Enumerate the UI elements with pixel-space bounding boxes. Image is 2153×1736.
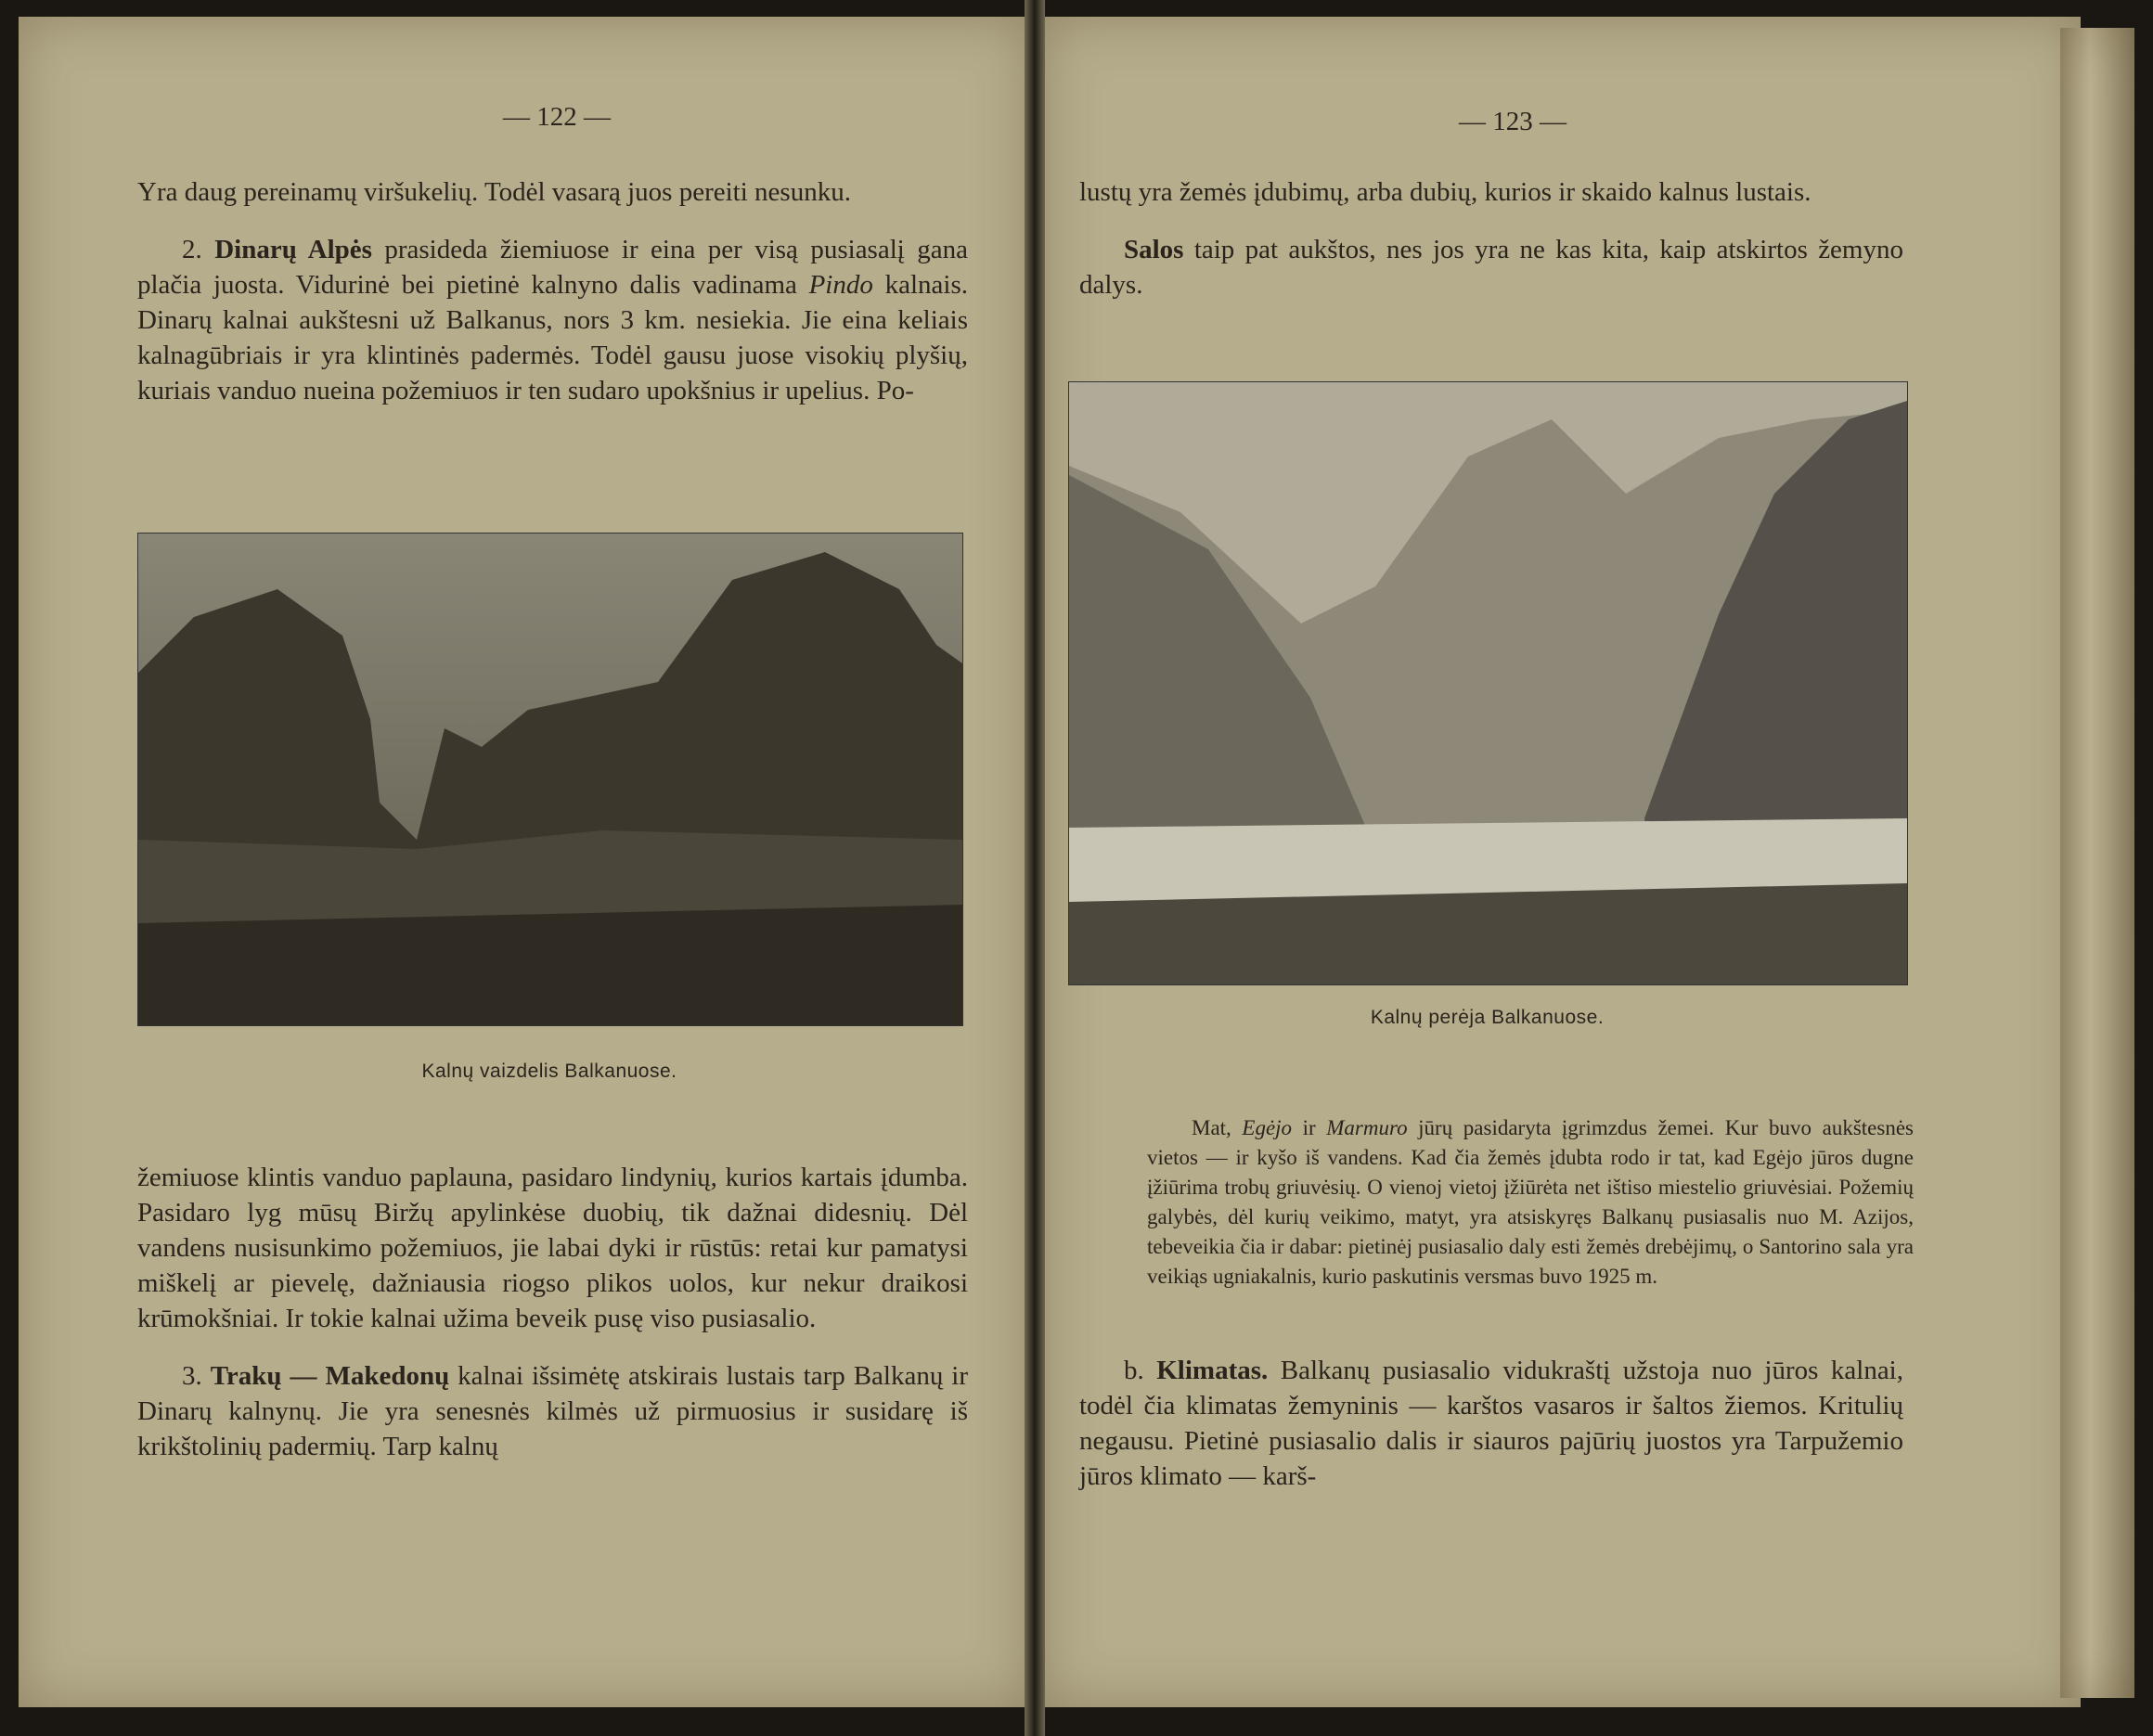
paragraph bbox=[1147, 1113, 1914, 1292]
text: jūrų pasidaryta įgrimzdus žemei. Kur buvo aukštesnės vietos — ir kyšo iš vandens. Kad čia žemės įdubta rodo ir tat, kad Egėjo jūros dugne įžiūrima trobų griuvėsių. O vienoj vietoj įžiūrėta net ištiso miestelio griuvėsiai. Požemių galybės, dėl kurių veikimo, matyt, yra atsiskyręs Balkanų pusiasalis nuo M. Azijos, tebeveikia čia ir dabar: pietinėj pusiasalio daly esti žemės drebėjimų, o Santorino sala yra veikiąs ugniakalnis, kurio paskutinis versmas buvo 1925 m. bbox=[1147, 1116, 1914, 1288]
page-number-left: — 122 — bbox=[503, 102, 611, 132]
italic-term: Egėjo bbox=[1242, 1116, 1293, 1139]
bold-term: Klimatas. bbox=[1156, 1356, 1269, 1385]
page-number-right: — 123 — bbox=[1459, 107, 1566, 136]
caption-left: Kalnų vaizdelis Balkanuose. bbox=[421, 1061, 677, 1082]
text: Mat, bbox=[1192, 1116, 1243, 1139]
paragraph-traku-makedonu bbox=[137, 1358, 968, 1464]
italic-term: Marmuro bbox=[1326, 1116, 1408, 1139]
left-text-top bbox=[137, 174, 968, 408]
small-print-note bbox=[1147, 1113, 1914, 1292]
caption-right: Kalnų perėja Balkanuose. bbox=[1370, 1007, 1605, 1028]
bold-term: Trakų — Makedonų bbox=[210, 1361, 450, 1391]
right-text-bottom bbox=[1079, 1353, 1903, 1494]
paragraph: Yra daug pereinamų viršukelių. Todėl vasarą juos pereiti nesunku. bbox=[137, 177, 851, 207]
text: kalnai išsimėtę atskirais lustais tarp Balkanų ir Dinarų kalnynų. Jie yra senesnės kilmės už pirmuosius ir susidarę iš krikštolinių padermių. Tarp kalnų bbox=[137, 1361, 969, 1461]
item-number: 3. bbox=[182, 1361, 202, 1391]
paragraph-salos bbox=[1079, 232, 1903, 302]
text: prasideda žiemiuose ir eina per visą pusiasalį gana plačia juosta. Vidurinė bei pietinė kalnyno dalis vadinama bbox=[137, 235, 968, 300]
page-edges bbox=[2060, 28, 2134, 1698]
text: ir bbox=[1292, 1116, 1327, 1139]
left-text-bottom bbox=[137, 1160, 968, 1464]
illustration-mountains bbox=[137, 533, 963, 1026]
text: kalnais. Dinarų kalnai aukštesni už Balkanus, nors 3 km. nesiekia. Jie eina keliais kalnagūbriais ir yra klintinės padermės. Todėl gausu juose visokių plyšių, kuriais vanduo nueina požemiuos ir ten sudaro upokšnius ir upelius. Po- bbox=[137, 270, 968, 405]
paragraph-dinaru-alpes bbox=[137, 232, 968, 408]
paragraph: lustų yra žemės įdubimų, arba dubių, kurios ir skaido kalnus lustais. bbox=[1079, 177, 1811, 207]
paragraph: žemiuose klintis vanduo paplauna, pasidaro lindynių, kurios kartais įdumba. Pasidaro lyg mūsų Biržų apylinkėse duobių, tik dažnai didesnių. Dėl vandens nusisunkimo požemiuos, jie labai dyki ir rūstūs: retai kur pamatysi miškelį ar pievelę, dažniausia riogso plikos uolos, kur nekur draikosi krūmokšniai. Ir tokie kalnai užima beveik pusę viso pusiasalio. bbox=[137, 1163, 968, 1333]
right-text-top bbox=[1079, 174, 1903, 302]
item-number: 2. bbox=[182, 235, 202, 264]
bold-term: Dinarų Alpės bbox=[214, 235, 372, 264]
paragraph-klimatas bbox=[1079, 1353, 1903, 1494]
italic-term: Pindo bbox=[808, 270, 873, 300]
book-gutter bbox=[1025, 0, 1045, 1736]
text: Balkanų pusiasalio vidukraštį užstoja nuo jūros kalnai, todėl čia klimatas žemyninis — karštos vasaros ir šaltos žiemos. Kritulių negausu. Pietinė pusiasalio dalis ir siauros pajūrių juostos yra Tarpužemio jūros klimato — karš- bbox=[1079, 1356, 1903, 1491]
text: taip pat aukštos, nes jos yra ne kas kita, kaip atskirtos žemyno dalys. bbox=[1079, 235, 1903, 300]
bold-term: Salos bbox=[1124, 235, 1184, 264]
illustration-mountain-pass bbox=[1068, 381, 1908, 985]
item-number: b. bbox=[1124, 1356, 1144, 1385]
